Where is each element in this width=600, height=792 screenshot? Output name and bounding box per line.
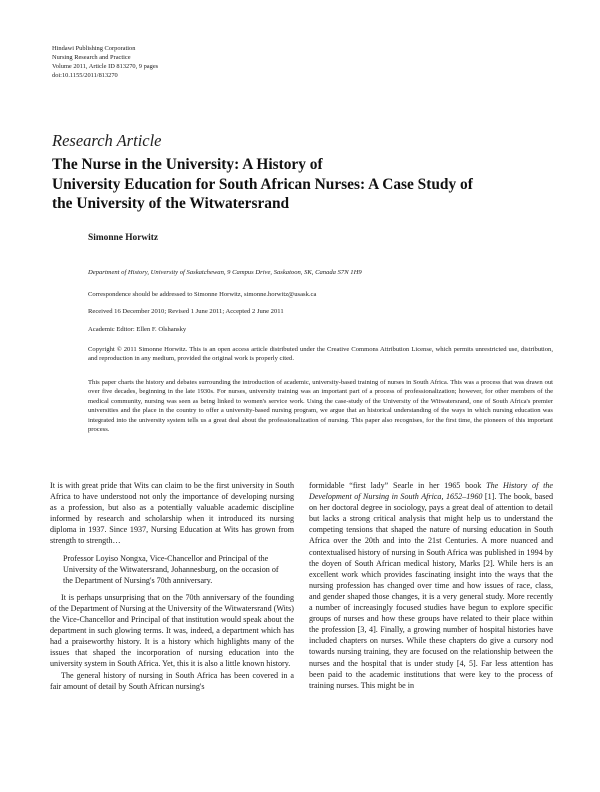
publisher-name: Hindawi Publishing Corporation	[52, 45, 136, 52]
body-paragraph: The general history of nursing in South Africa has been covered in a fair amount of detail by South African nursing's	[50, 670, 294, 691]
volume-info: Volume 2011, Article ID 813270, 9 pages	[52, 63, 159, 70]
body-paragraph: It is perhaps unsurprising that on the 70th anniversary of the founding of the Department of Nursing at the University of the Witwatersrand (Wits) the Vice-Chancellor and Principal of that institution would speak about the department in such glowing terms. It was, indeed, a department which has had a praiseworthy history. It is a history which highlights many of the issues that shaped the incorporation of nursing education into the university system in South Africa. Yet, this it is also a little known history.	[50, 592, 294, 669]
submission-dates: Received 16 December 2010; Revised 1 June 2011; Accepted 2 June 2011	[88, 308, 284, 315]
epigraph-attribution: Professor Loyiso Nongxa, Vice-Chancellor and Principal of the University of the Witwatersrand, Johannesburg, on the occasion of the Department of Nursing's 70th anniversary.	[63, 553, 279, 585]
article-type: Research Article	[52, 131, 162, 150]
title-line: the University of the Witwatersrand	[52, 195, 290, 212]
paragraph-text: formidable “first lady” Searle in her 1965 book	[309, 481, 487, 490]
affiliation: Department of History, University of Saskatchewan, 9 Campus Drive, Saskatoon, SK, Canada S7N 1H9	[88, 269, 362, 276]
abstract: This paper charts the history and debates surrounding the introduction of academic, university-based training of nurses in South Africa. This was a process that was drawn out over five decades, beginning in the late 1930s. For nurses, university training was an important part of a process of professionalization; however, for other members of the medical community, nursing was seen as being linked to women's service work. Using the case-study of the University of the Witwatersrand, one of South Africa's premier universities and the place in the country to offer a university-based nursing program, we argue that an historical understanding of the ways in which nursing education was integrated into the university system tells us a great deal about the professionalization of nursing. This paper also recognises, for the first time, the pioneers of this important process.	[88, 379, 553, 434]
title-line: University Education for South African Nurses: A Case Study of	[52, 175, 473, 193]
journal-name: Nursing Research and Practice	[52, 54, 131, 61]
body-paragraph	[309, 480, 553, 691]
copyright-notice: Copyright © 2011 Simonne Horwitz. This is an open access article distributed under the Creative Commons Attribution License, which permits unrestricted use, distribution, and reproduction in any medium, provided the original work is properly cited.	[88, 346, 553, 363]
journal-masthead	[52, 44, 158, 80]
paragraph-text: [1]. The book, based on her doctoral degree in sociology, pays a great deal of attention to detail but lacks a strong critical analysis that might help us to understand the competing tensions that shaped the nature of nursing education in South Africa over the 20th and into the 21st Centuries. A more nuanced and contextualised history of nursing in South Africa was published in 1994 by the doyen of South African medical history, Marks [2]. While hers is an excellent work which provides fascinating insight into the ways that the nursing profession has changed over time and how issues of race, class, and gender shaped those changes, it is a very general study. More recently a number of increasingly focused studies have begun to explore specific groups of nurses and how these groups have related to their place within the profession [3, 4]. Finally, a growing number of hospital histories have included chapters on nurses. While these chapters do give a cursory nod towards nursing training, they are focused on the relationship between the nurses and the hospital that is under study [4, 5]. Far less attention has been paid to the academic institutions that were key to the process of training nurses. This might be in	[309, 492, 554, 690]
correspondence: Correspondence should be addressed to Simonne Horwitz, simonne.horwitz@usask.ca	[88, 291, 317, 298]
paper-title	[52, 155, 552, 214]
author-name: Simonne Horwitz	[88, 233, 159, 243]
doi: doi:10.1155/2011/813270	[52, 72, 118, 79]
epigraph-paragraph: It is with great pride that Wits can claim to be the first university in South Africa to have understood not only the importance of developing nursing as a profession, but also as a potentially valuable academic discipline informed by research and scholarship when it introduced its nursing diploma in 1937. Since 1937, Nursing Education at Wits has grown from strength to strength…	[50, 481, 294, 546]
book-title: The History of the Development of Nursing in South Africa, 1652–1960	[309, 481, 553, 502]
body-column-left	[50, 480, 294, 692]
academic-editor: Academic Editor: Ellen F. Olshansky	[88, 326, 187, 333]
title-line: The Nurse in the University: A History of	[52, 156, 323, 173]
body-column-right	[309, 480, 553, 691]
